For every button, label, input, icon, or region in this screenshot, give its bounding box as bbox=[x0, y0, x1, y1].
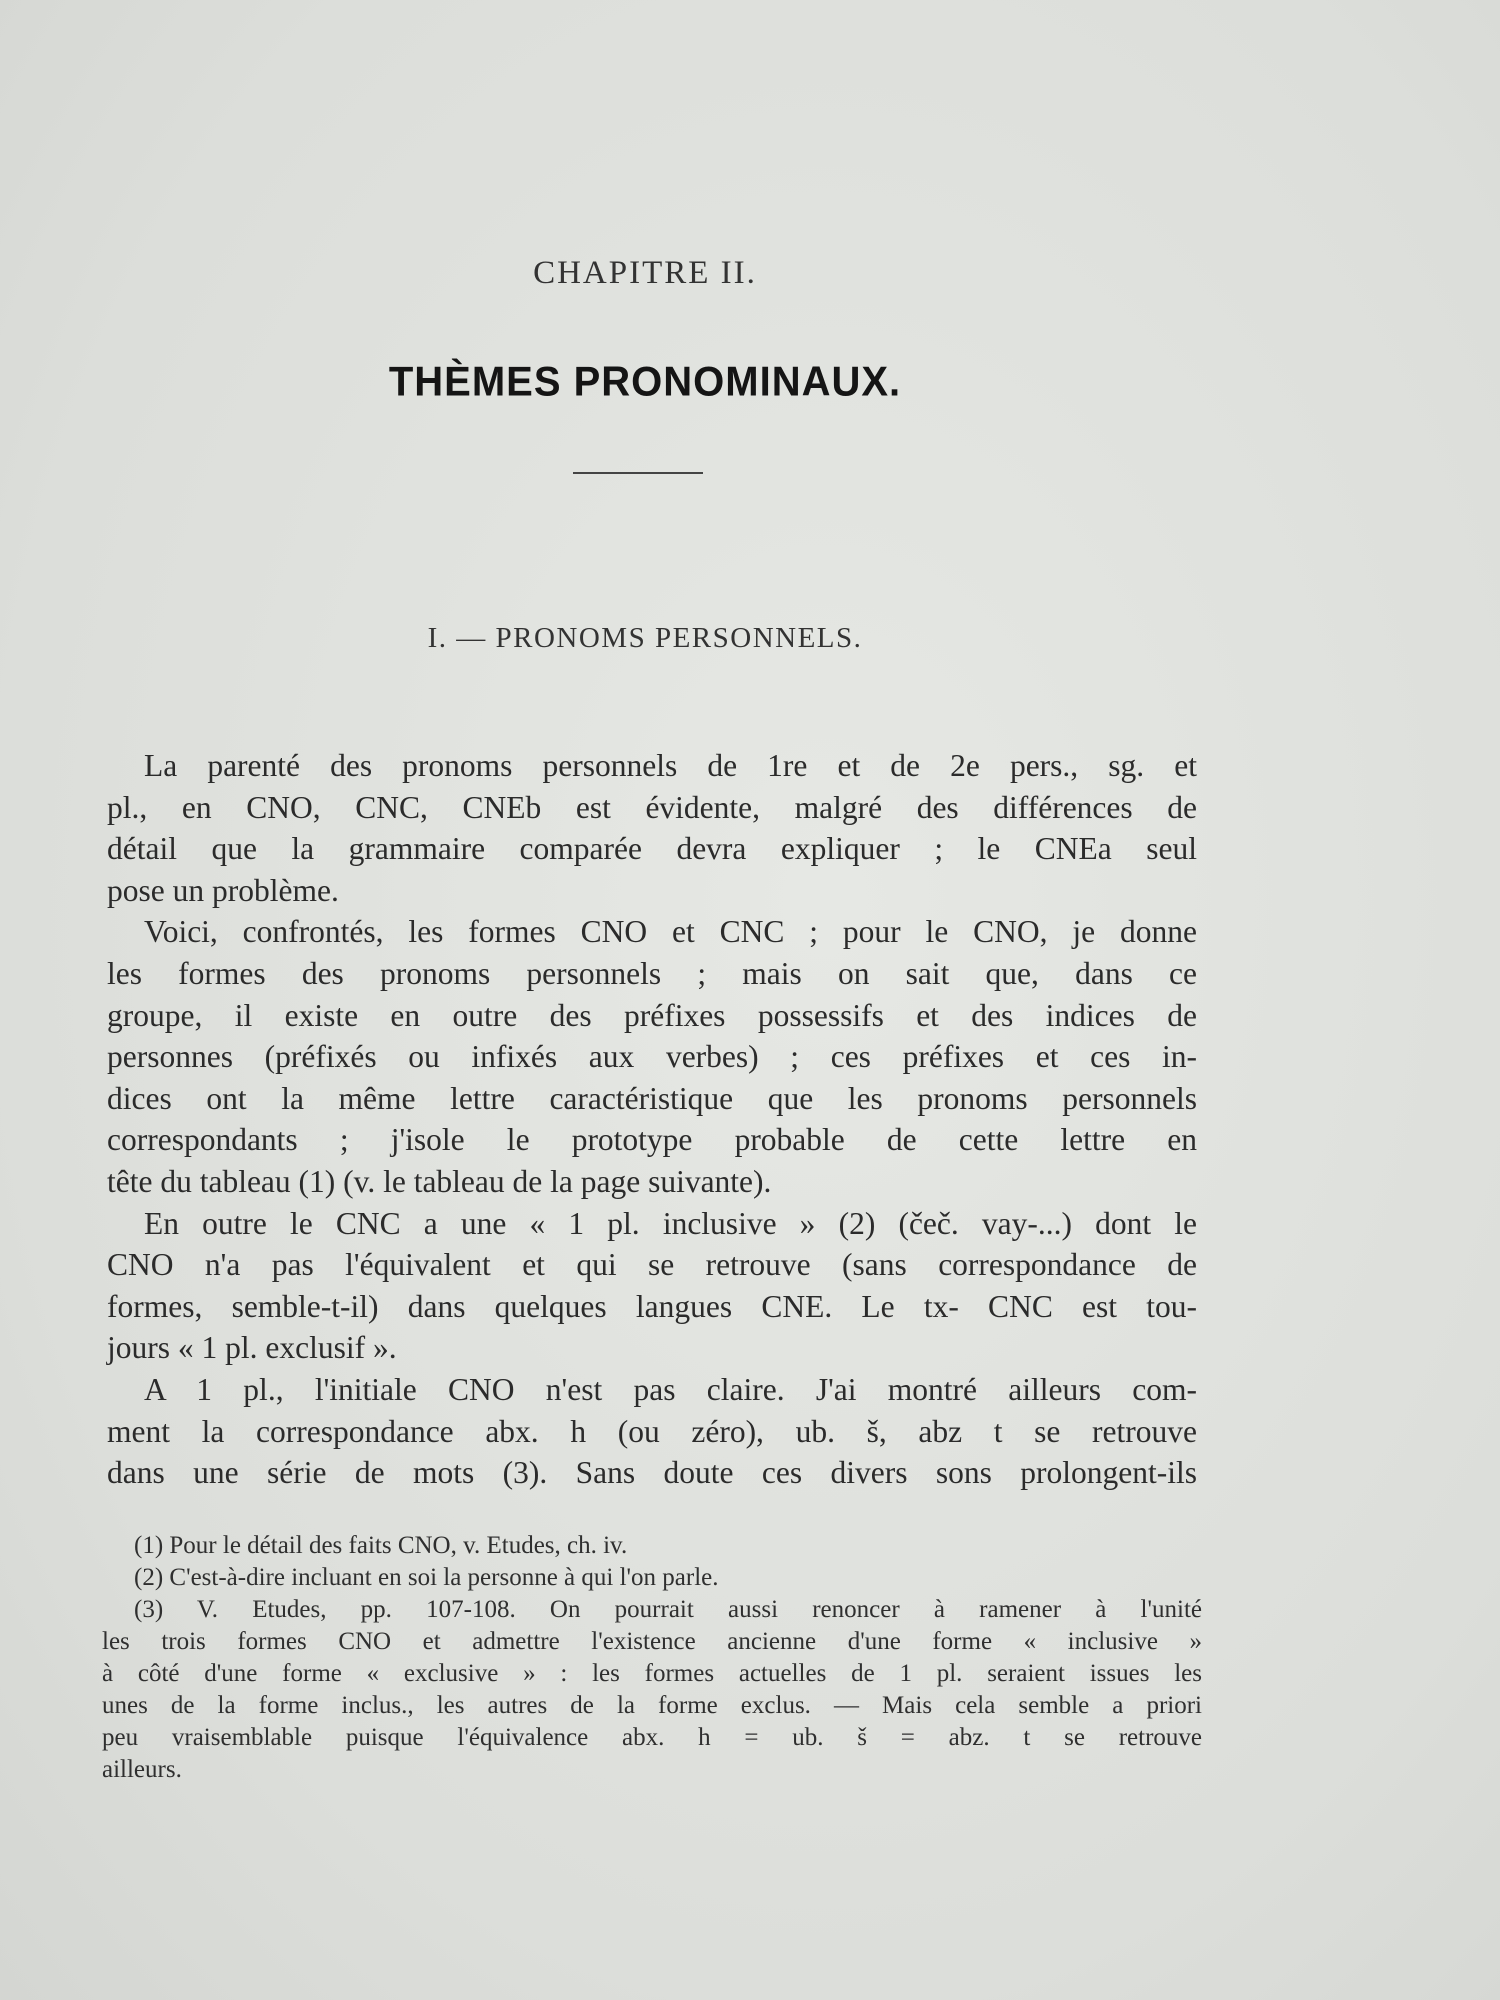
footnote-line: ailleurs. bbox=[102, 1756, 182, 1783]
body-line: tête du tableau (1) (v. le tableau de la page suivante). bbox=[107, 1163, 772, 1199]
footnote-line: (2) C'est-à-dire incluant en soi la personne à qui l'on parle. bbox=[134, 1564, 719, 1591]
footnote-line: à côté d'une forme « exclusive » : les formes actuelles de 1 pl. seraient issues les bbox=[102, 1660, 1202, 1687]
body-line: les formes des pronoms personnels ; mais on sait que, dans ce bbox=[107, 955, 1197, 991]
body-line: dans une série de mots (3). Sans doute ces divers sons prolongent-ils bbox=[107, 1455, 1197, 1491]
body-line: correspondants ; j'isole le prototype probable de cette lettre en bbox=[107, 1122, 1197, 1158]
body-line: A 1 pl., l'initiale CNO n'est pas claire. J'ai montré ailleurs com- bbox=[144, 1371, 1197, 1407]
body-text bbox=[107, 745, 1197, 1494]
section-heading: I. — PRONOMS PERSONNELS. bbox=[427, 622, 863, 654]
chapter-title: THÈMES PRONOMINAUX. bbox=[388, 358, 902, 406]
body-line: détail que la grammaire comparée devra expliquer ; le CNEa seul bbox=[107, 831, 1197, 867]
body-line: ment la correspondance abx. h (ou zéro), ub. š, abz t se retrouve bbox=[107, 1413, 1197, 1449]
body-line: En outre le CNC a une « 1 pl. inclusive » (2) (čeč. vay-...) dont le bbox=[144, 1205, 1197, 1241]
body-line: personnes (préfixés ou infixés aux verbes) ; ces préfixes et ces in- bbox=[107, 1039, 1197, 1075]
body-line: Voici, confrontés, les formes CNO et CNC ; pour le CNO, je donne bbox=[144, 914, 1197, 950]
body-line: CNO n'a pas l'équivalent et qui se retrouve (sans correspondance de bbox=[107, 1247, 1197, 1283]
title-rule bbox=[573, 472, 703, 474]
footnote-line: peu vraisemblable puisque l'équivalence abx. h = ub. š = abz. t se retrouve bbox=[102, 1724, 1202, 1751]
body-line: dices ont la même lettre caractéristique que les pronoms personnels bbox=[107, 1080, 1197, 1116]
chapter-label: CHAPITRE II. bbox=[533, 255, 757, 291]
body-line: groupe, il existe en outre des préfixes possessifs et des indices de bbox=[107, 997, 1197, 1033]
body-line: jours « 1 pl. exclusif ». bbox=[107, 1330, 397, 1366]
body-line: pose un problème. bbox=[107, 872, 339, 908]
footnote-line: (1) Pour le détail des faits CNO, v. Etudes, ch. iv. bbox=[134, 1532, 628, 1559]
body-line: La parenté des pronoms personnels de 1re et de 2e pers., sg. et bbox=[144, 748, 1197, 783]
footnote-line: unes de la forme inclus., les autres de la forme exclus. — Mais cela semble a priori bbox=[102, 1692, 1202, 1719]
body-line: formes, semble-t-il) dans quelques langues CNE. Le tx- CNC est tou- bbox=[107, 1288, 1197, 1324]
footnotes bbox=[102, 1530, 1202, 1786]
footnote-line: les trois formes CNO et admettre l'existence ancienne d'une forme « inclusive » bbox=[102, 1628, 1202, 1655]
body-line: pl., en CNO, CNC, CNEb est évidente, malgré des différences de bbox=[107, 789, 1197, 825]
footnote-line: (3) V. Etudes, pp. 107-108. On pourrait aussi renoncer à ramener à l'unité bbox=[134, 1596, 1202, 1623]
